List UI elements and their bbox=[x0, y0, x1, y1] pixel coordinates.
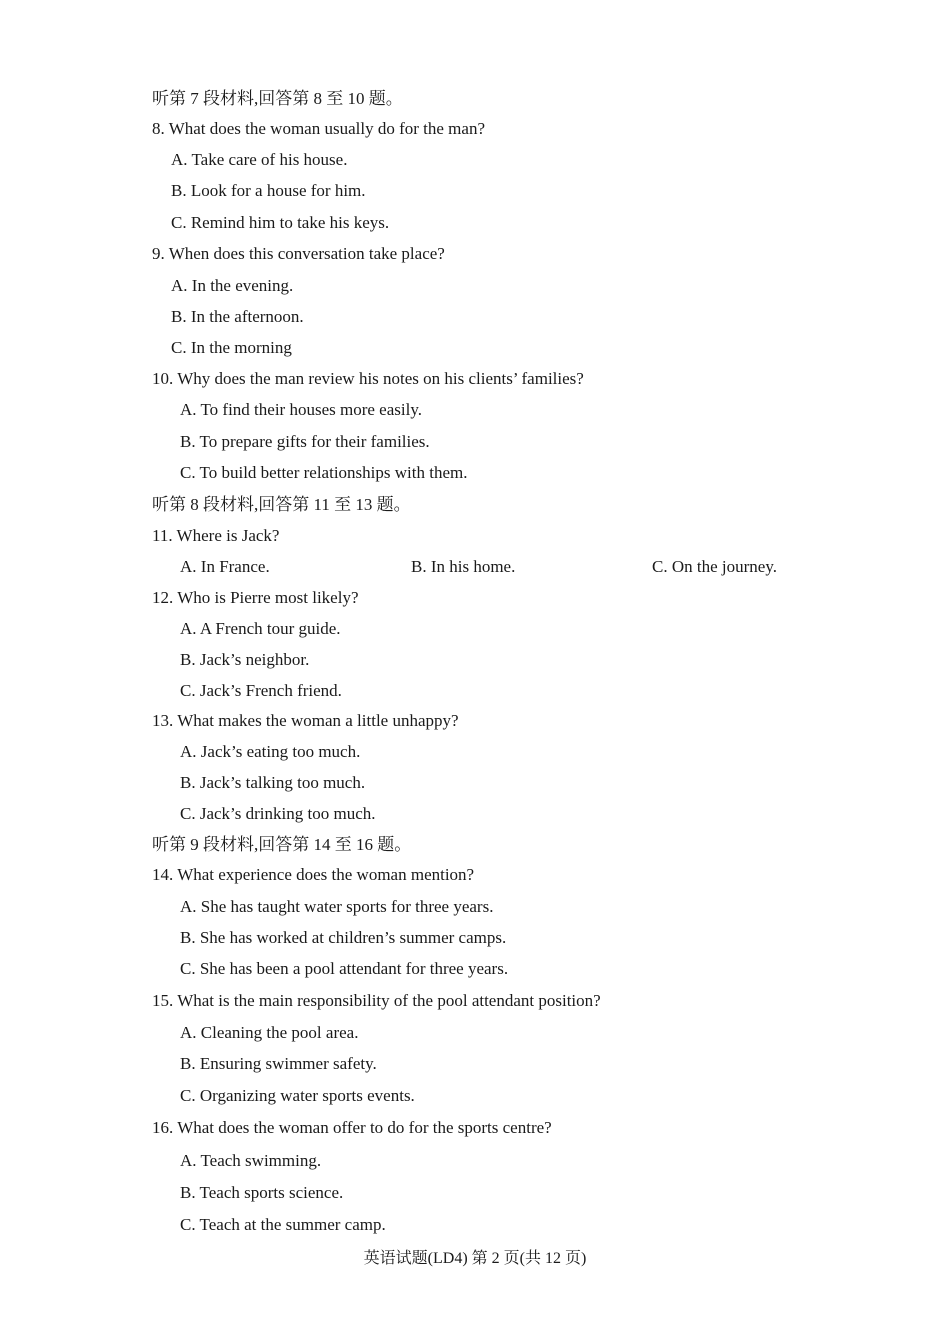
question-15-option-a: A. Cleaning the pool area. bbox=[180, 1023, 359, 1042]
question-8-stem: 8. What does the woman usually do for the man? bbox=[152, 119, 485, 138]
question-14-stem: 14. What experience does the woman mention? bbox=[152, 865, 475, 884]
question-14-option-c: C. She has been a pool attendant for three years. bbox=[180, 959, 509, 978]
question-9-option-b: B. In the afternoon. bbox=[171, 307, 304, 326]
question-13-option-b: B. Jack’s talking too much. bbox=[180, 773, 366, 792]
question-13-stem: 13. What makes the woman a little unhappy? bbox=[152, 711, 459, 730]
question-13-option-c: C. Jack’s drinking too much. bbox=[180, 804, 376, 823]
question-9-option-a: A. In the evening. bbox=[171, 276, 294, 295]
question-12-option-b: B. Jack’s neighbor. bbox=[180, 650, 310, 669]
question-10-stem: 10. Why does the man review his notes on his clients’ families? bbox=[152, 369, 584, 388]
question-12-stem: 12. Who is Pierre most likely? bbox=[152, 588, 359, 607]
question-10-option-b: B. To prepare gifts for their families. bbox=[180, 432, 430, 451]
question-14-option-a: A. She has taught water sports for three years. bbox=[180, 897, 494, 916]
question-16-stem: 16. What does the woman offer to do for the sports centre? bbox=[152, 1118, 552, 1137]
question-16-option-a: A. Teach swimming. bbox=[180, 1151, 322, 1170]
question-11-stem: 11. Where is Jack? bbox=[152, 526, 280, 545]
page-footer: 英语试题(LD4) 第 2 页(共 12 页) bbox=[363, 1250, 587, 1267]
question-15-option-b: B. Ensuring swimmer safety. bbox=[180, 1054, 377, 1073]
question-16-option-c: C. Teach at the summer camp. bbox=[180, 1215, 386, 1234]
question-11-option-b: B. In his home. bbox=[411, 557, 516, 576]
question-16-option-b: B. Teach sports science. bbox=[180, 1183, 344, 1202]
question-11-option-a: A. In France. bbox=[180, 557, 270, 576]
section-heading-9: 听第 9 段材料,回答第 14 至 16 题。 bbox=[152, 835, 412, 854]
question-8-option-b: B. Look for a house for him. bbox=[171, 181, 366, 200]
section-heading-7: 听第 7 段材料,回答第 8 至 10 题。 bbox=[152, 89, 403, 108]
question-13-option-a: A. Jack’s eating too much. bbox=[180, 742, 361, 761]
question-15-option-c: C. Organizing water sports events. bbox=[180, 1086, 415, 1105]
question-12-option-a: A. A French tour guide. bbox=[180, 619, 341, 638]
question-10-option-a: A. To find their houses more easily. bbox=[180, 400, 422, 419]
question-8-option-a: A. Take care of his house. bbox=[171, 150, 348, 169]
question-12-option-c: C. Jack’s French friend. bbox=[180, 681, 342, 700]
question-15-stem: 15. What is the main responsibility of the pool attendant position? bbox=[152, 991, 601, 1010]
question-14-option-b: B. She has worked at children’s summer camps. bbox=[180, 928, 507, 947]
question-9-option-c: C. In the morning bbox=[171, 338, 292, 357]
question-11-option-c: C. On the journey. bbox=[652, 557, 777, 576]
section-heading-8: 听第 8 段材料,回答第 11 至 13 题。 bbox=[152, 495, 411, 514]
question-8-option-c: C. Remind him to take his keys. bbox=[171, 213, 390, 232]
question-9-stem: 9. When does this conversation take place? bbox=[152, 244, 445, 263]
question-10-option-c: C. To build better relationships with them. bbox=[180, 463, 468, 482]
